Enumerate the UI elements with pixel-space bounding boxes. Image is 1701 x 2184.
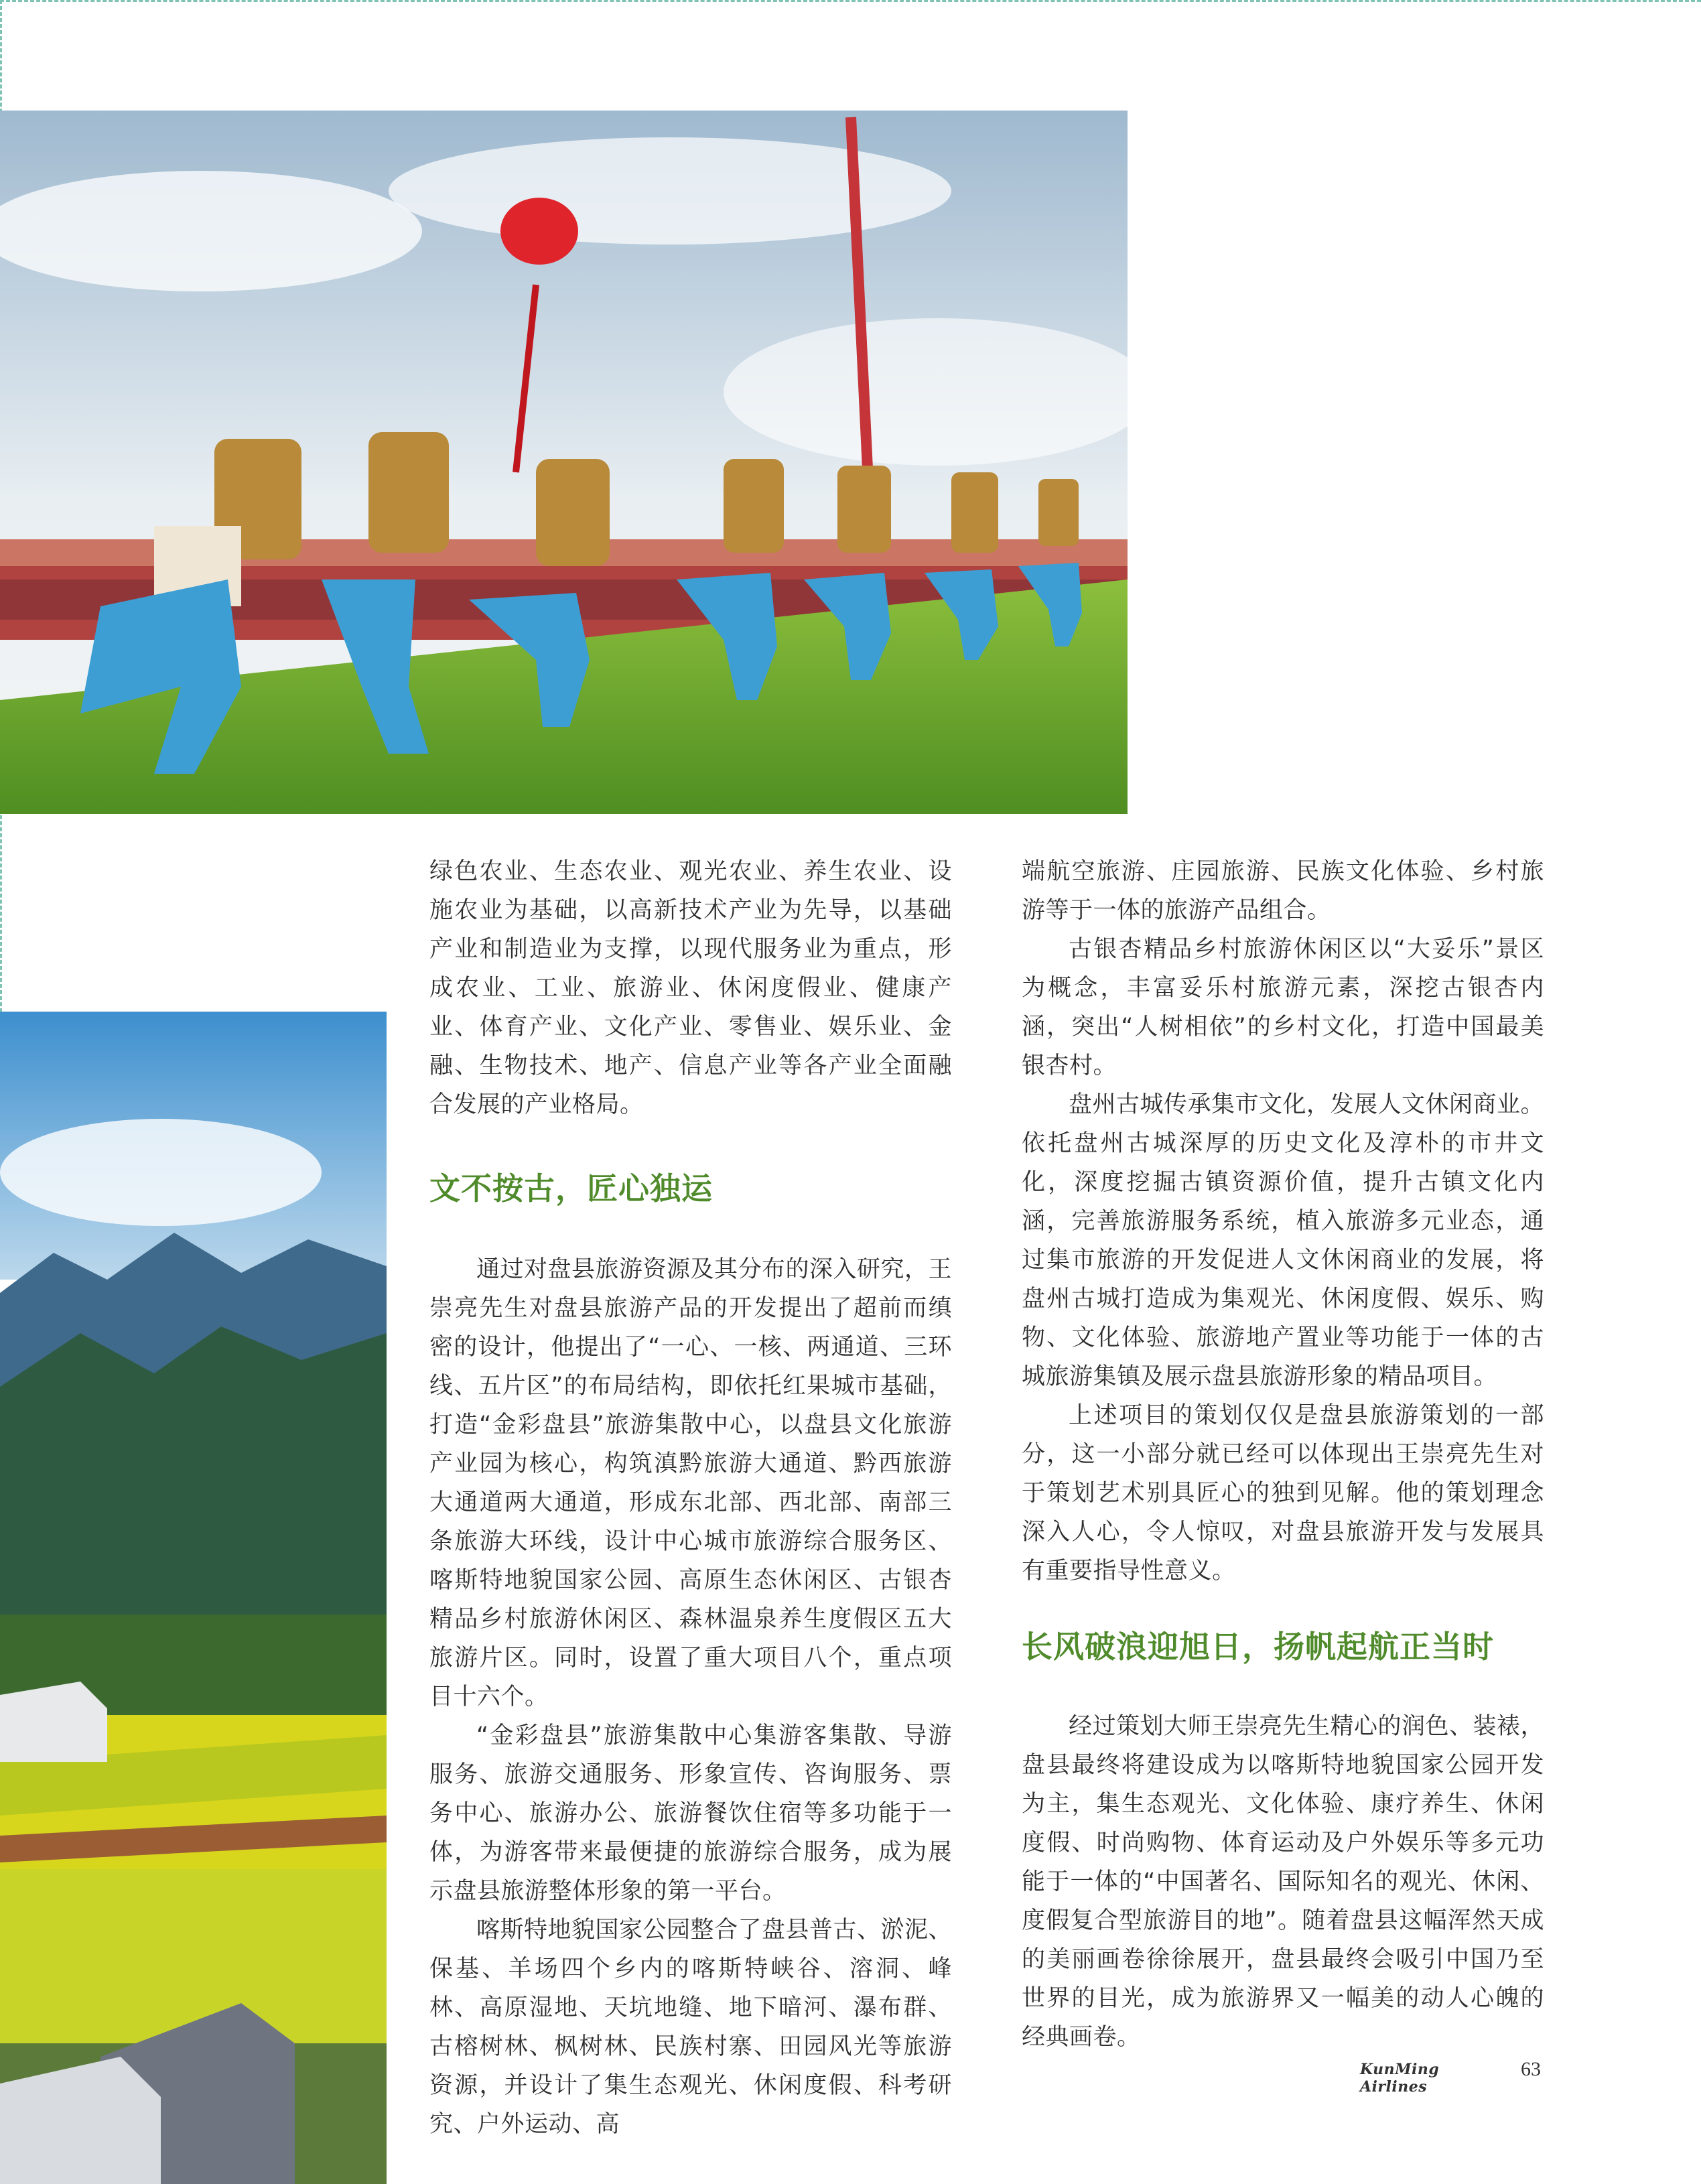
- body-paragraph: “金彩盘县”旅游集散中心集游客集散、导游服务、旅游交通服务、形象宣传、咨询服务、票务中心、旅游办公、旅游餐饮住宿等多功能于一体，为游客带来最便捷的旅游综合服务，成为展示盘县旅游整体形象的第一平台。: [429, 1722, 952, 1905]
- body-paragraph: 绿色农业、生态农业、观光农业、养生农业、设施农业为基础，以高新技术产业为先导，以基础产业和制造业为支撑，以现代服务业为重点，形成农业、工业、旅游业、休闲度假业、健康产业、体育产业、文化产业、零售业、娱乐业、金融、生物技术、地产、信息产业等各产业全面融合发展的产业格局。: [429, 858, 952, 1118]
- karst-landscape-photo: [0, 1012, 387, 2184]
- body-paragraph: 端航空旅游、庄园旅游、民族文化体验、乡村旅游等于一体的旅游产品组合。: [1022, 858, 1544, 924]
- section-heading: 文不按古，匠心独运: [429, 1170, 713, 1207]
- body-paragraph: 古银杏精品乡村旅游休闲区以“大妥乐”景区为概念，丰富妥乐村旅游元素，深挖古银杏内涵，突出“人树相依”的乡村文化，打造中国最美银杏村。: [1022, 936, 1544, 1079]
- trim-line-top: [0, 0, 1701, 2]
- body-paragraph: 通过对盘县旅游资源及其分布的深入研究，王崇亮先生对盘县旅游产品的开发提出了超前而缜密的设计，他提出了“一心、一核、两通道、三环线、五片区”的布局结构，即依托红果城市基础，打造“金彩盘县”旅游集散中心，以盘县文化旅游产业园为核心，构筑滇黔旅游大通道、黔西旅游大通道两大通道，形成东北部、西北部、南部三条旅游大环线，设计中心城市旅游综合服务区、喀斯特地貌国家公园、高原生态休闲区、古银杏精品乡村旅游休闲区、森林温泉养生度假区五大旅游片区。同时，设置了重大项目八个，重点项目十六个。: [429, 1256, 953, 1710]
- magazine-brand: KunMing Airlines: [1360, 2061, 1440, 2096]
- body-paragraph: 盘州古城传承集市文化，发展人文休闲商业。依托盘州古城深厚的历史文化及淳朴的市井文化，深度挖掘古镇资源价值，提升古镇文化内涵，完善旅游服务系统，植入旅游多元业态，通过集市旅游的开发促进人文休闲商业的发展，将盘州古城打造成为集观光、休闲度假、娱乐、购物、文化体验、旅游地产置业等功能于一体的古城旅游集镇及展示盘县旅游形象的精品项目。: [1022, 1091, 1545, 1390]
- section-heading: 长风破浪迎旭日，扬帆起航正当时: [1022, 1629, 1494, 1665]
- body-paragraph: 上述项目的策划仅仅是盘县旅游策划的一部分，这一小部分就已经可以体现出王崇亮先生对于策划艺术别具匠心的独到见解。他的策划理念深入人心，令人惊叹，对盘县旅游开发与发展具有重要指导性意义。: [1022, 1402, 1544, 1584]
- body-paragraph: 经过策划大师王崇亮先生精心的润色、装裱，盘县最终将建设成为以喀斯特地貌国家公园开发为主，集生态观光、文化体验、康疗养生、休闲度假、时尚购物、体育运动及户外娱乐等多元功能于一体的“中国著名、国际知名的观光、休闲、度假复合型旅游目的地”。随着盘县这幅浑然天成的美丽画卷徐徐展开，盘县最终会吸引中国乃至世界的目光，成为旅游界又一幅美的动人心魄的经典画卷。: [1022, 1713, 1545, 2051]
- body-paragraph: 喀斯特地貌国家公园整合了盘县普古、淤泥、保基、羊场四个乡内的喀斯特峡谷、溶洞、峰林、高原湿地、天坑地缝、地下暗河、瀑布群、古榕树林、枫树林、民族村寨、田园风光等旅游资源，并设计了集生态观光、休闲度假、科考研究、户外运动、高: [429, 1917, 953, 2138]
- right-text-column: [1022, 852, 1544, 2057]
- left-text-column: [429, 852, 952, 2144]
- festival-dance-photo: [0, 111, 1128, 814]
- page-number: 63: [1521, 2058, 1541, 2080]
- page-footer: [1360, 2058, 1548, 2096]
